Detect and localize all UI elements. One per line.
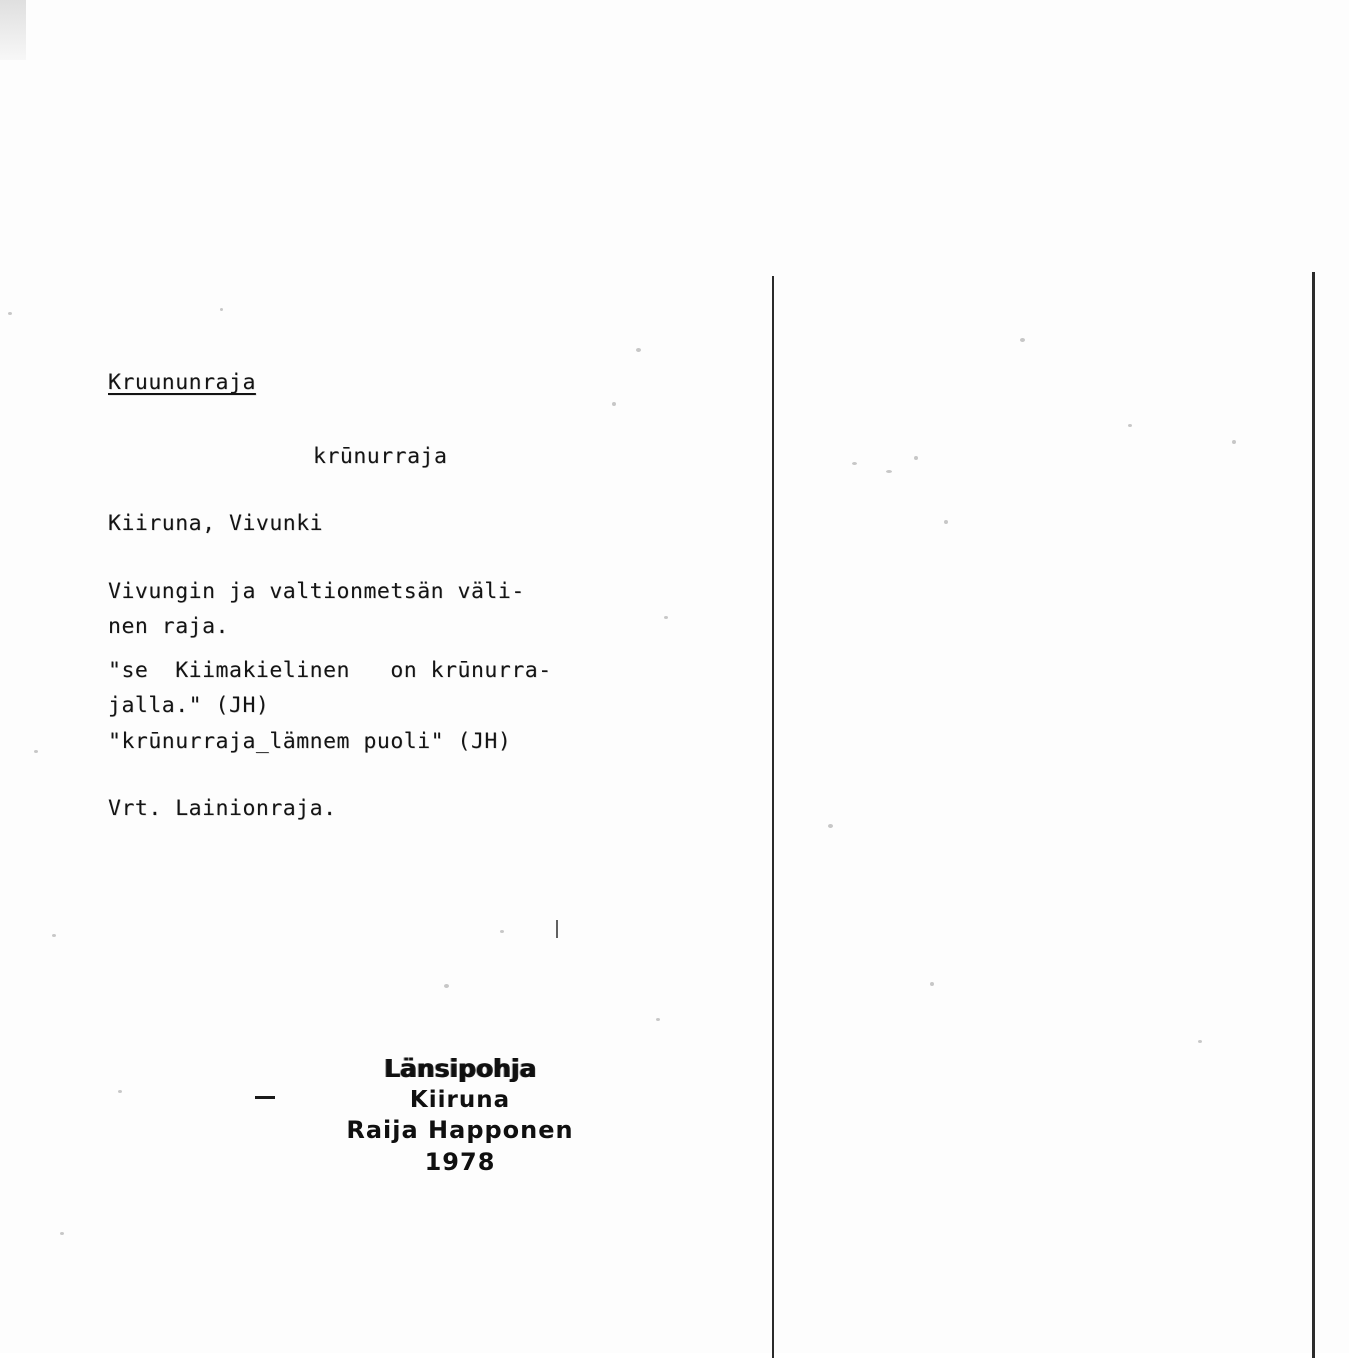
scan-speck [944, 520, 948, 524]
pen-tick-mark [556, 920, 558, 938]
scan-speck [444, 984, 449, 988]
citation-line [108, 728, 768, 754]
scan-speck [220, 308, 223, 311]
scan-speck [1020, 338, 1025, 342]
slip-text-block [108, 372, 768, 820]
scan-speck [914, 456, 918, 460]
scan-speck [886, 470, 892, 473]
citation-line [108, 657, 768, 683]
stamp-collector: Raija Happonen [346, 1116, 574, 1145]
citation-text: jalla." (JH) [108, 693, 270, 718]
scan-speck [500, 930, 504, 933]
locations: Kiiruna, Vivunki [108, 511, 324, 536]
stamp-parish: Kiiruna [409, 1087, 511, 1113]
scan-speck [60, 1232, 64, 1235]
vertical-rule-inner [772, 276, 774, 1358]
cross-reference-line [108, 798, 768, 820]
scan-speck [1198, 1040, 1202, 1043]
scan-speck [1128, 424, 1132, 427]
spacer [108, 535, 768, 581]
scan-speck [656, 1018, 660, 1021]
spacer [108, 638, 768, 660]
definition-line [108, 578, 768, 604]
spacer [108, 752, 768, 798]
vertical-rule-outer [1312, 272, 1315, 1358]
pen-dash-mark [255, 1096, 275, 1099]
scan-speck [52, 934, 56, 937]
archive-stamp [280, 1052, 640, 1179]
citation-line [108, 695, 768, 717]
scan-speck [118, 1090, 122, 1093]
definition-text: nen raja. [108, 614, 229, 639]
stamp-region: Länsipohja [383, 1054, 537, 1083]
dialect-form: krūnurraja [313, 443, 448, 469]
citation-text: "krūnurraja_lämnem puoli" (JH) [108, 728, 512, 754]
scan-speck [636, 348, 641, 352]
spacer [108, 467, 768, 513]
cross-reference-text: Vrt. Lainionraja. [108, 796, 337, 821]
definition-line [108, 616, 768, 638]
scan-edge-smudge [0, 0, 26, 60]
scan-speck [828, 824, 833, 828]
citation-text: "se Kiimakielinen on krūnurra- [108, 657, 552, 683]
scan-speck [930, 982, 934, 986]
definition-text: Vivungin ja valtionmetsän väli- [108, 578, 525, 604]
spacer [108, 394, 768, 446]
dialect-form-line [108, 443, 768, 469]
scan-speck [852, 462, 857, 465]
locations-line [108, 513, 768, 535]
headword: Kruununraja [108, 370, 256, 395]
scan-speck [34, 750, 38, 753]
scan-speck [1232, 440, 1236, 444]
stamp-year: 1978 [424, 1148, 496, 1177]
headword-line [108, 372, 768, 394]
scan-speck [8, 312, 12, 315]
